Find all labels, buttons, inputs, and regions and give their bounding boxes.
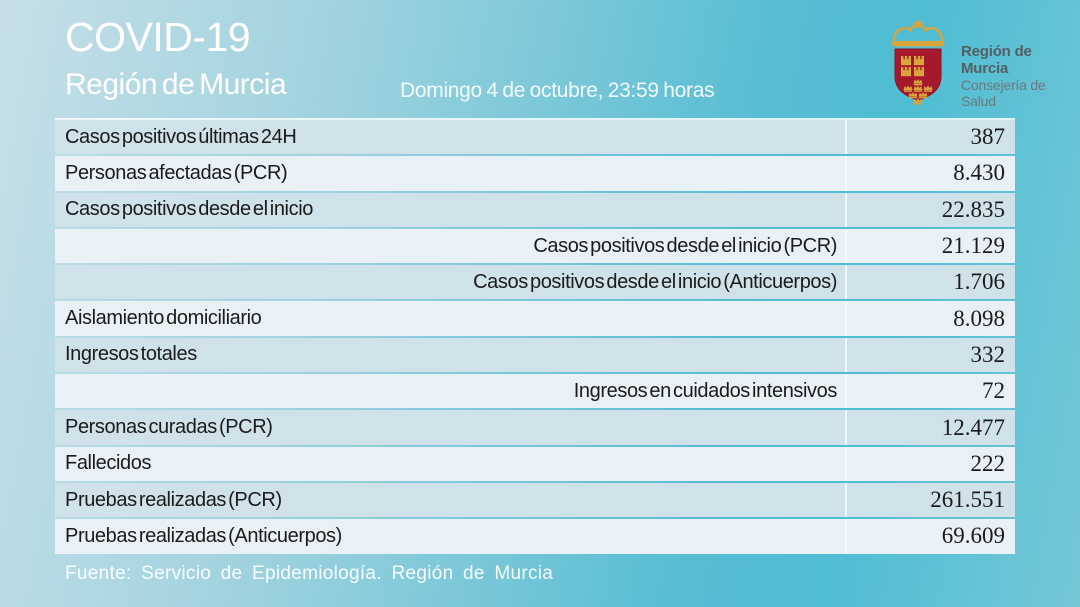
source-note: Fuente: Servicio de Epidemiología. Región de Murcia [65, 563, 554, 584]
row-value: 21.129 [845, 229, 1015, 263]
row-label: Casos positivos últimas 24H [65, 125, 297, 148]
row-value: 332 [845, 338, 1015, 372]
report-datetime: Domingo 4 de octubre, 23:59 horas [400, 79, 715, 102]
row-value: 261.551 [845, 483, 1015, 517]
page-subtitle: Región de Murcia [65, 68, 287, 101]
row-value: 222 [845, 447, 1015, 481]
row-value: 387 [845, 120, 1015, 154]
table-row [55, 410, 1015, 444]
row-value: 12.477 [845, 410, 1015, 444]
logo-dept-name: Consejería de Salud [961, 76, 1046, 109]
row-value: 69.609 [845, 519, 1015, 553]
covid-stats-table [55, 118, 1015, 554]
table-row [55, 447, 1015, 481]
row-label: Casos positivos desde el inicio (Anticuerpos) [473, 270, 837, 293]
row-value: 1.706 [845, 265, 1015, 299]
row-label: Ingresos en cuidados intensivos [573, 379, 837, 402]
table-row [55, 265, 1015, 299]
table-row [55, 156, 1015, 190]
row-label: Casos positivos desde el inicio [65, 198, 313, 221]
table-row [55, 120, 1015, 154]
page-title: COVID-19 [65, 14, 251, 60]
row-label: Casos positivos desde el inicio (PCR) [533, 234, 837, 257]
row-label: Personas curadas (PCR) [65, 416, 273, 439]
row-label: Personas afectadas (PCR) [65, 161, 288, 184]
region-murcia-logo [885, 18, 1080, 113]
row-value: 22.835 [845, 193, 1015, 227]
row-label: Pruebas realizadas (PCR) [65, 488, 282, 511]
table-row [55, 374, 1015, 408]
row-label: Fallecidos [65, 452, 152, 475]
table-row [55, 193, 1015, 227]
table-row [55, 229, 1015, 263]
table-row [55, 519, 1015, 553]
table-row [55, 338, 1015, 372]
table-row [55, 301, 1015, 335]
murcia-coat-of-arms-icon [885, 18, 951, 113]
row-label: Ingresos totales [65, 343, 197, 366]
row-value: 72 [845, 374, 1015, 408]
row-value: 8.430 [845, 156, 1015, 190]
logo-org-name: Región de Murcia [961, 42, 1032, 77]
row-value: 8.098 [845, 301, 1015, 335]
row-label: Aislamiento domiciliario [65, 307, 262, 330]
table-row [55, 483, 1015, 517]
logo-text-block [961, 23, 1080, 109]
row-label: Pruebas realizadas (Anticuerpos) [65, 524, 342, 547]
